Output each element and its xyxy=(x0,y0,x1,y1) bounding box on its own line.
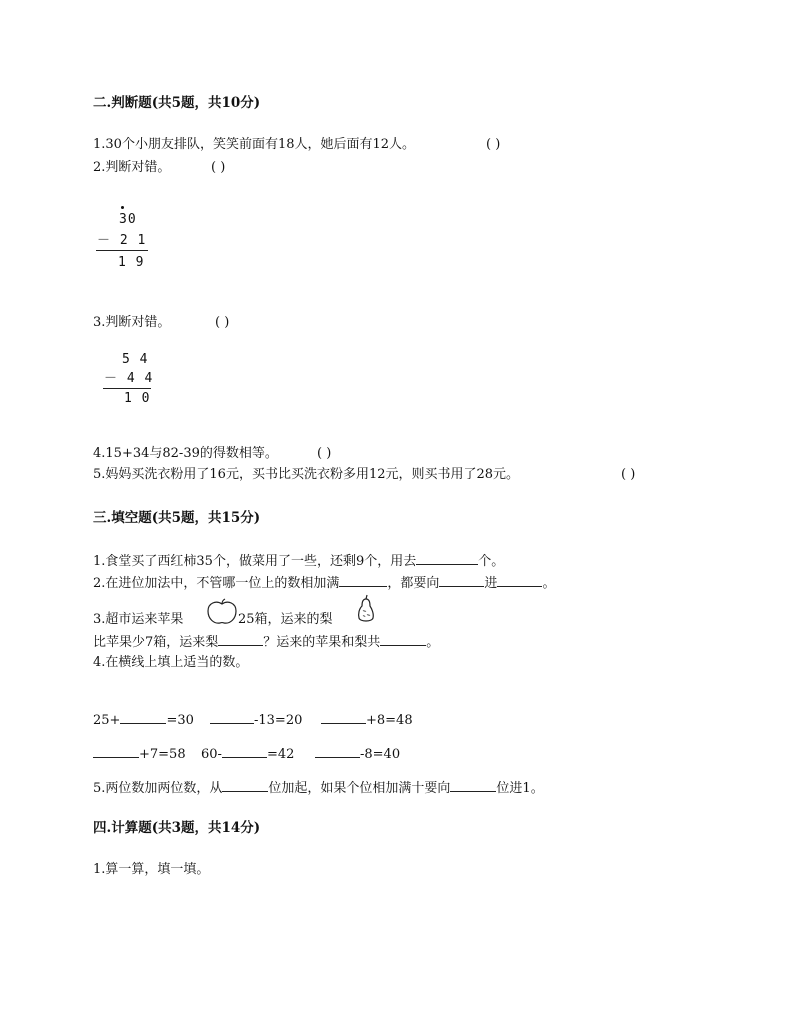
question-3-2 xyxy=(93,574,555,592)
equation-text: 60- xyxy=(201,747,222,762)
answer-paren[interactable]: ( ) xyxy=(486,137,501,152)
question-2-3: 3.判断对错。 xyxy=(93,315,171,330)
question-2-4: 4.15+34与82-39的得数相等。 xyxy=(93,446,278,461)
question-text: 位加起，如果个位相加满十要向 xyxy=(268,781,451,796)
question-2-2: 2.判断对错。 xyxy=(93,160,171,175)
answer-blank[interactable] xyxy=(497,574,542,587)
question-text: ，都要向 xyxy=(387,576,440,591)
answer-blank[interactable] xyxy=(218,633,263,646)
answer-blank[interactable] xyxy=(439,574,484,587)
question-text: 5.两位数加两位数，从 xyxy=(93,781,223,796)
equation-3 xyxy=(321,711,413,729)
pear-icon xyxy=(356,594,376,624)
answer-paren[interactable]: ( ) xyxy=(317,446,332,461)
calc-underline xyxy=(96,250,148,251)
calc-subtrahend: － 2 1 xyxy=(97,233,147,248)
question-3-4: 4.在横线上填上适当的数。 xyxy=(93,655,249,670)
equation-6 xyxy=(315,745,400,763)
calc-result: 1 9 xyxy=(118,255,145,270)
question-text: 1.食堂买了西红柿35个，做菜用了一些，还剩9个，用去 xyxy=(93,554,417,569)
calc-subtrahend: － 4 4 xyxy=(104,371,154,386)
equation-2 xyxy=(210,711,302,729)
equation-text: +7=58 xyxy=(139,747,186,762)
apple-icon xyxy=(206,598,238,626)
question-text: 。 xyxy=(542,576,556,591)
calc-top-number: 30 xyxy=(119,212,137,227)
question-3-3-line2 xyxy=(93,633,439,651)
question-4-1: 1.算一算，填一填。 xyxy=(93,862,210,877)
equation-text: =42 xyxy=(266,747,295,762)
equation-4 xyxy=(93,745,186,763)
calc-underline xyxy=(103,388,151,389)
answer-blank[interactable] xyxy=(416,552,478,565)
borrow-dot xyxy=(121,206,124,209)
equation-1 xyxy=(93,711,194,729)
answer-blank[interactable] xyxy=(380,633,426,646)
equation-text: 25+ xyxy=(93,713,121,728)
answer-blank[interactable] xyxy=(222,779,268,792)
answer-blank[interactable] xyxy=(450,779,496,792)
answer-paren[interactable]: ( ) xyxy=(211,160,226,175)
answer-blank[interactable] xyxy=(321,711,366,724)
question-2-5: 5.妈妈买洗衣粉用了16元，买书比买洗衣粉多用12元，则买书用了28元。 xyxy=(93,467,520,482)
section4-heading: 四.计算题(共3题，共14分) xyxy=(93,820,261,836)
section3-heading: 三.填空题(共5题，共15分) xyxy=(93,510,261,526)
equation-text: -13=20 xyxy=(254,713,303,728)
question-3-3-line1b: 25箱，运来的梨 xyxy=(238,612,333,627)
question-text: ？运来的苹果和梨共 xyxy=(263,635,381,650)
answer-blank[interactable] xyxy=(339,574,387,587)
question-3-5 xyxy=(93,779,544,797)
answer-blank[interactable] xyxy=(210,711,254,724)
question-text: 进 xyxy=(484,576,498,591)
question-text: 2.在进位加法中，不管哪一位上的数相加满 xyxy=(93,576,340,591)
answer-blank[interactable] xyxy=(93,745,139,758)
question-text: 3.超市运来苹果 xyxy=(93,612,184,627)
answer-blank[interactable] xyxy=(222,745,267,758)
answer-paren[interactable]: ( ) xyxy=(215,315,230,330)
calc-result: 1 0 xyxy=(124,391,151,406)
question-3-3-line1 xyxy=(93,612,183,628)
question-text: 。 xyxy=(426,635,440,650)
equation-text: -8=40 xyxy=(360,747,401,762)
equation-5 xyxy=(201,745,294,763)
answer-blank[interactable] xyxy=(315,745,360,758)
section2-heading: 二.判断题(共5题，共10分) xyxy=(93,95,261,111)
question-text: 比苹果少7箱，运来梨 xyxy=(93,635,219,650)
question-text: 位进1。 xyxy=(496,781,544,796)
equation-text: =30 xyxy=(166,713,194,728)
answer-paren[interactable]: ( ) xyxy=(621,467,636,482)
equation-text: +8=48 xyxy=(366,713,413,728)
answer-blank[interactable] xyxy=(120,711,166,724)
question-3-1 xyxy=(93,552,504,570)
question-text: 个。 xyxy=(478,554,505,569)
calc-top-number: 5 4 xyxy=(122,352,149,367)
question-2-1: 1.30个小朋友排队，笑笑前面有18人，她后面有12人。 xyxy=(93,137,416,152)
